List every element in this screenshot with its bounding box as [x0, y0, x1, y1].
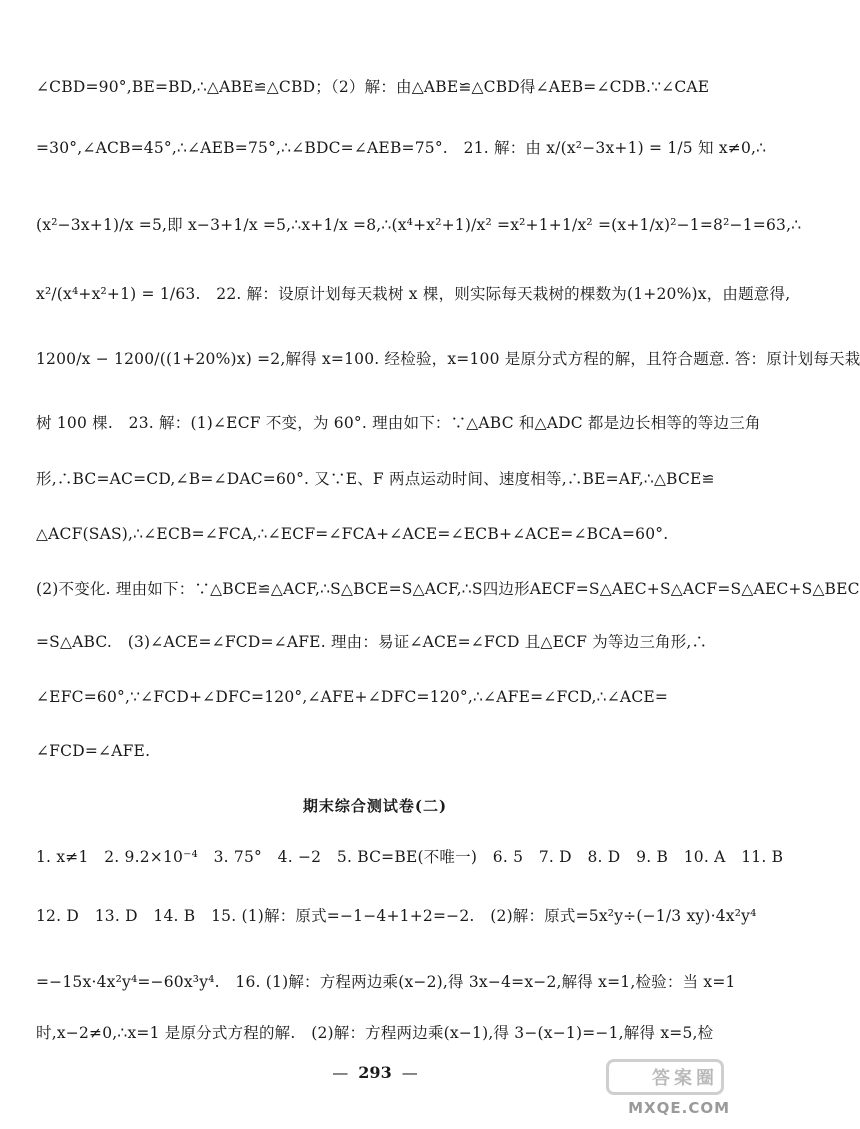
section-title: 期末综合测试卷(二) [302, 797, 448, 815]
watermark-url: MXQE.COM [628, 1099, 730, 1117]
text-line: =−15x·4x²y⁴=−60x³y⁴. 16. (1)解：方程两边乘(x−2),得 3x−4=x−2,解得 x=1,检验：当 x=1 [36, 973, 736, 991]
page-number-value: 293 [358, 1063, 392, 1082]
text-line: ∠FCD=∠AFE. [36, 742, 151, 760]
page-number-dash-right: — [401, 1063, 418, 1082]
text-line: 形,∴BC=AC=CD,∠B=∠DAC=60°. 又∵E、F 两点运动时间、速度相等,∴BE=AF,∴△BCE≌ [36, 470, 715, 488]
text-line: =S△ABC. (3)∠ACE=∠FCD=∠AFE. 理由：易证∠ACE=∠FCD 且△ECF 为等边三角形,∴ [36, 633, 708, 651]
watermark [602, 1063, 742, 1123]
text-line: 12. D 13. D 14. B 15. (1)解：原式=−1−4+1+2=−2. (2)解：原式=5x²y÷(−1/3 xy)·4x²y⁴ [36, 907, 757, 925]
text-line: ∠CBD=90°,BE=BD,∴△ABE≌△CBD；（2）解：由△ABE≌△CBD得∠AEB=∠CDB.∵∠CAE [36, 78, 710, 96]
text-line: (2)不变化. 理由如下：∵△BCE≌△ACF,∴S△BCE=S△ACF,∴S四边形AECF=S△AEC+S△ACF=S△AEC+S△BEC [36, 580, 860, 598]
text-line: ∠EFC=60°,∵∠FCD+∠DFC=120°,∠AFE+∠DFC=120°,∴∠AFE=∠FCD,∴∠ACE= [36, 688, 669, 706]
page-number-dash-left: — [332, 1063, 349, 1082]
text-line: 树 100 棵. 23. 解：(1)∠ECF 不变，为 60°. 理由如下：∵△ABC 和△ADC 都是边长相等的等边三角 [36, 414, 761, 432]
text-line: △ACF(SAS),∴∠ECB=∠FCA,∴∠ECF=∠FCA+∠ACE=∠ECB+∠ACE=∠BCA=60°. [36, 525, 669, 543]
text-line: x²/(x⁴+x²+1) = 1/63. 22. 解：设原计划每天栽树 x 棵，则实际每天栽树的棵数为(1+20%)x，由题意得, [36, 285, 791, 303]
text-line: 1200/x − 1200/((1+20%)x) =2,解得 x=100. 经检验，x=100 是原分式方程的解，且符合题意. 答：原计划每天栽 [36, 350, 860, 368]
text-line: (x²−3x+1)/x =5,即 x−3+1/x =5,∴x+1/x =8,∴(x⁴+x²+1)/x² =x²+1+1/x² =(x+1/x)²−1=8²−1=63,∴ [36, 216, 802, 234]
text-line: 1. x≠1 2. 9.2×10⁻⁴ 3. 75° 4. −2 5. BC=BE(不唯一) 6. 5 7. D 8. D 9. B 10. A 11. B [36, 848, 784, 866]
text-line: 时,x−2≠0,∴x=1 是原分式方程的解. (2)解：方程两边乘(x−1),得 3−(x−1)=−1,解得 x=5,检 [36, 1024, 714, 1042]
text-line: =30°,∠ACB=45°,∴∠AEB=75°,∴∠BDC=∠AEB=75°. 21. 解：由 x/(x²−3x+1) = 1/5 知 x≠0,∴ [36, 139, 767, 157]
watermark-logo-text: 答案圈 [652, 1068, 718, 1089]
